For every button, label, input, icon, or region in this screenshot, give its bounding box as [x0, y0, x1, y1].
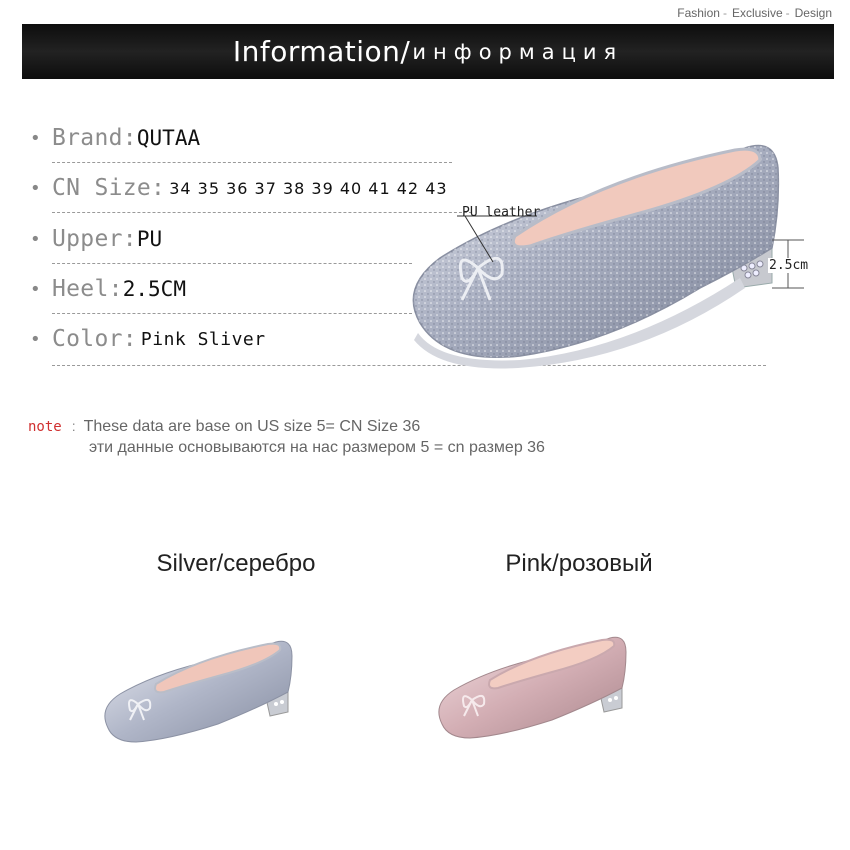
tagline-word: Fashion [677, 6, 720, 20]
product-shoe-silver [98, 636, 294, 748]
color-title-pink: Pink/розовый [505, 550, 653, 577]
note-en: These data are base on US size 5= CN Size 36 [83, 418, 421, 435]
note-label: note [28, 419, 62, 435]
tagline-word: Design [794, 6, 832, 20]
spec-value: Pink Sliver [140, 328, 266, 350]
spec-value: 2.5CM [122, 277, 186, 301]
divider [52, 313, 412, 314]
banner-title-en: Information/ [232, 35, 411, 68]
bullet-icon: • [30, 228, 41, 250]
bullet-icon: • [30, 328, 41, 350]
size-note: note : These data are base on US size 5= CN Size 36 эти данные основываются на нас размером 5 = cn размер 36 [28, 418, 420, 436]
spec-value: PU [136, 227, 163, 251]
product-shoe-pink [432, 632, 628, 744]
spec-label: Upper: [52, 226, 137, 252]
banner-title-ru: информация [412, 39, 624, 64]
spec-size [30, 167, 448, 209]
spec-heel [30, 268, 186, 310]
tagline: Fashion - Exclusive - Design [677, 6, 832, 20]
callout-heel-height: 2.5cm [769, 258, 809, 273]
bullet-icon: • [30, 127, 41, 149]
tagline-word: Exclusive [731, 6, 783, 20]
note-ru: эти данные основываются на нас размером 5 = cn размер 36 [89, 439, 545, 456]
spec-value: 34 35 36 37 38 39 40 41 42 43 [169, 178, 448, 198]
spec-label: CN Size: [52, 175, 166, 201]
color-title-silver: Silver/серебро [156, 550, 316, 577]
divider [52, 162, 452, 163]
spec-label: Heel: [52, 276, 123, 302]
spec-color [30, 318, 266, 360]
spec-brand [30, 117, 200, 159]
bullet-icon: • [30, 177, 41, 199]
callout-material: PU leather [462, 205, 541, 220]
info-banner [22, 24, 834, 79]
divider [52, 263, 412, 264]
bullet-icon: • [30, 278, 41, 300]
spec-label: Color: [52, 326, 137, 352]
spec-label: Brand: [52, 125, 137, 151]
spec-value: QUTAA [136, 126, 201, 150]
spec-upper [30, 218, 162, 260]
